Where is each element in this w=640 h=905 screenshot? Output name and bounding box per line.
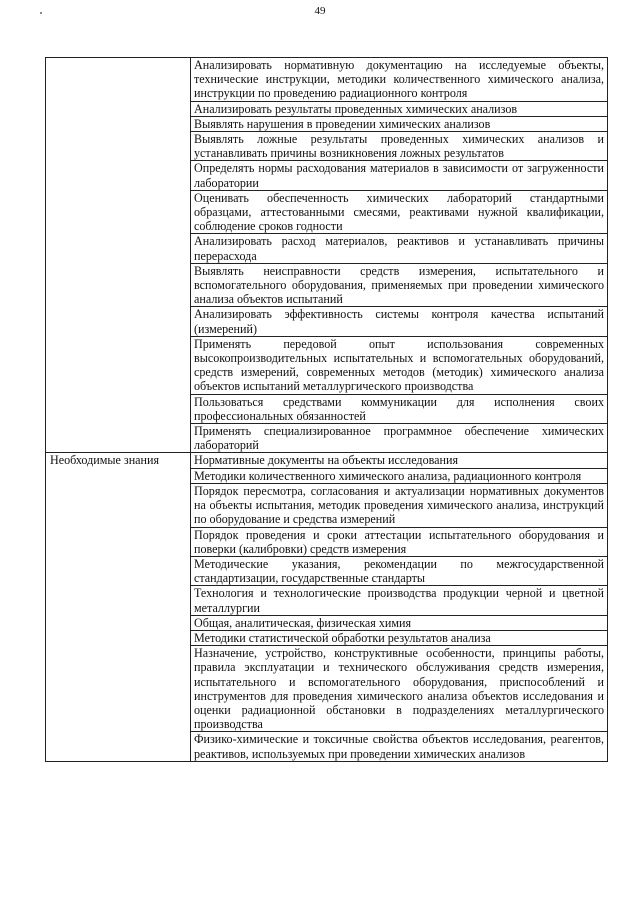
skill-cell: Определять нормы расходования материалов в зависимости от загруженности лаборатории [191,161,608,190]
scan-speck [40,12,42,14]
knowledge-cell: Порядок пересмотра, согласования и актуализации нормативных документов на объекты испытания, методик проведения химического анализа, инструкций по оборудование и средства измерений [191,483,608,527]
knowledge-cell: Порядок проведения и сроки аттестации испытательного оборудования и поверки (калибровки) средств измерения [191,527,608,556]
skill-cell: Анализировать результаты проведенных химических анализов [191,101,608,116]
skill-cell: Пользоваться средствами коммуникации для исполнения своих профессиональных обязанностей [191,394,608,423]
page-number: 49 [314,5,326,17]
skill-cell: Выявлять неисправности средств измерения, испытательного и вспомогательного оборудования, применяемых при проведении химического анализа объектов испытаний [191,263,608,307]
skill-cell: Применять передовой опыт использования современных высокопроизводительных испытательных и вспомогательных оборудований, средств измерений, современных методов (методик) химического анализа объектов испытаний металлургического производства [191,336,608,394]
knowledge-cell: Методики количественного химического анализа, радиационного контроля [191,468,608,483]
skill-cell: Выявлять ложные результаты проведенных химических анализов и устанавливать причины возникновения ложных результатов [191,132,608,161]
skill-cell: Анализировать расход материалов, реактивов и устанавливать причины перерасхода [191,234,608,263]
knowledge-cell: Технология и технологические производства продукции черной и цветной металлургии [191,586,608,615]
table-row [46,58,608,102]
skill-cell: Применять специализированное программное обеспечение химических лабораторий [191,424,608,453]
skill-cell: Выявлять нарушения в проведении химических анализов [191,116,608,131]
knowledge-cell: Физико-химические и токсичные свойства объектов исследования, реагентов, реактивов, используемых при проведении химических анализов [191,732,608,761]
knowledge-cell: Нормативные документы на объекты исследования [191,453,608,468]
skill-cell: Анализировать нормативную документацию на исследуемые объекты, технические инструкции, методики количественного химического анализа, инструкции по проведению радиационного контроля [191,58,608,102]
knowledge-label-cell: Необходимые знания [46,453,191,761]
skills-label-cell [46,58,191,453]
knowledge-cell: Методики статистической обработки результатов анализа [191,630,608,645]
knowledge-cell: Назначение, устройство, конструктивные особенности, принципы работы, правила эксплуатации и технического обслуживания средств измерения, испытательного и вспомогательного оборудования, приспособлений и инструментов для проведения химического анализа объектов исследования и оценки радиационной обстановки в подразделениях металлургического производства [191,646,608,732]
skill-cell: Оценивать обеспеченность химических лабораторий стандартными образцами, аттестованными смесями, реактивами нужной квалификации, соблюдение сроков годности [191,190,608,234]
knowledge-cell: Методические указания, рекомендации по межгосударственной стандартизации, государственные стандарты [191,556,608,585]
knowledge-cell: Общая, аналитическая, физическая химия [191,615,608,630]
table-row [46,453,608,468]
competency-table [45,57,608,762]
skill-cell: Анализировать эффективность системы контроля качества испытаний (измерений) [191,307,608,336]
